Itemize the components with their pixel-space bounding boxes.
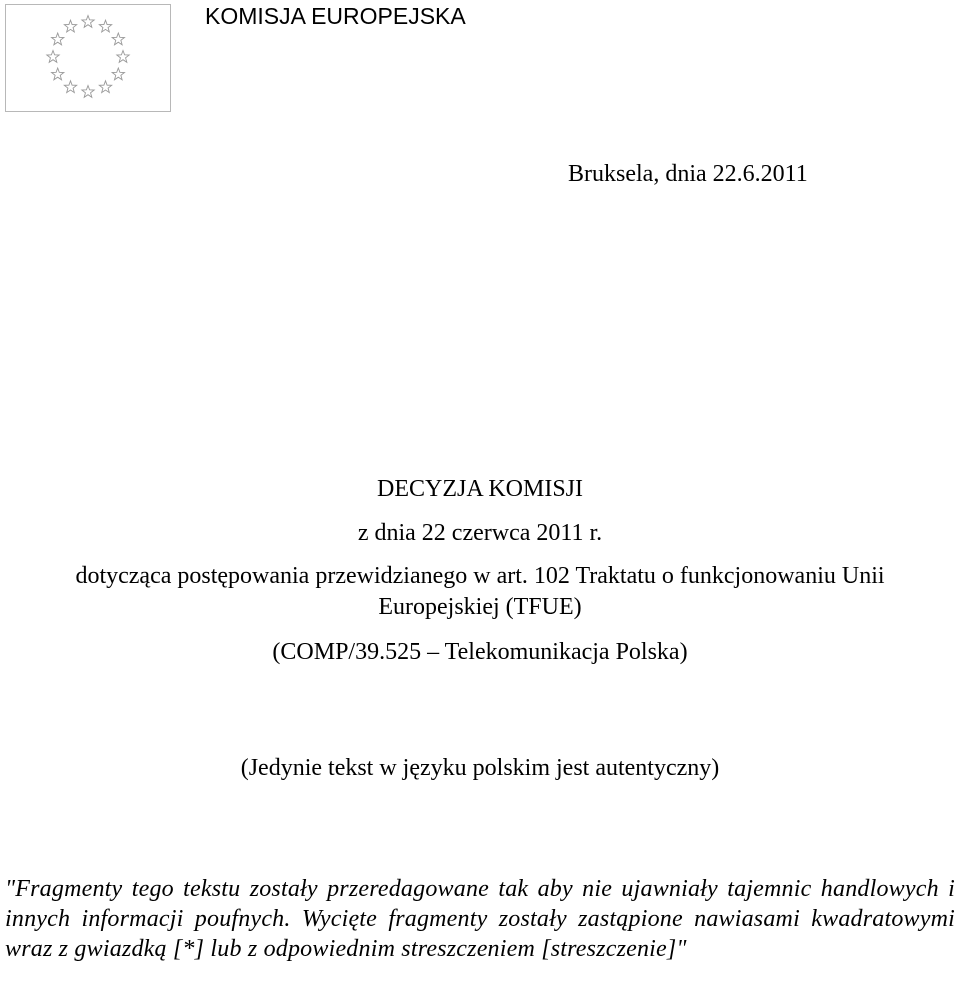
eu-flag-stars-icon [6, 5, 170, 111]
case-reference: (COMP/39.525 – Telekomunikacja Polska) [272, 639, 688, 665]
eu-star-icon [99, 20, 111, 32]
subject-line-2: Europejskiej (TFUE) [378, 594, 582, 620]
confidentiality-disclaimer: "Fragmenty tego tekstu zostały przeredagowane tak aby nie ujawniały tajemnic handlowych i innych informacji poufnych. Wycięte fragmenty zostały zastąpione nawiasami kwadratowymi wraz z gwiazdką [*] lub z odpowiednim streszczeniem [streszczenie]" [5, 876, 955, 962]
place-and-date: Bruksela, dnia 22.6.2011 [568, 161, 808, 187]
document-date: z dnia 22 czerwca 2011 r. [357, 520, 603, 546]
eu-star-icon [52, 68, 64, 80]
eu-star-icon [47, 51, 59, 63]
eu-logo [5, 4, 171, 112]
organization-name: KOMISJA EUROPEJSKA [205, 3, 466, 29]
authentic-language-note: (Jedynie tekst w języku polskim jest autentyczny) [240, 755, 720, 781]
eu-star-icon [117, 51, 129, 63]
eu-star-icon [99, 81, 111, 93]
eu-star-icon [64, 20, 76, 32]
eu-star-icon [52, 33, 64, 45]
eu-star-icon [64, 81, 76, 93]
eu-star-icon [82, 86, 94, 98]
eu-star-icon [112, 33, 124, 45]
document-type: DECYZJA KOMISJI [376, 476, 583, 502]
subject-line-1: dotycząca postępowania przewidzianego w art. 102 Traktatu o funkcjonowaniu Unii [75, 563, 885, 589]
eu-star-icon [112, 68, 124, 80]
eu-star-icon [82, 16, 94, 28]
